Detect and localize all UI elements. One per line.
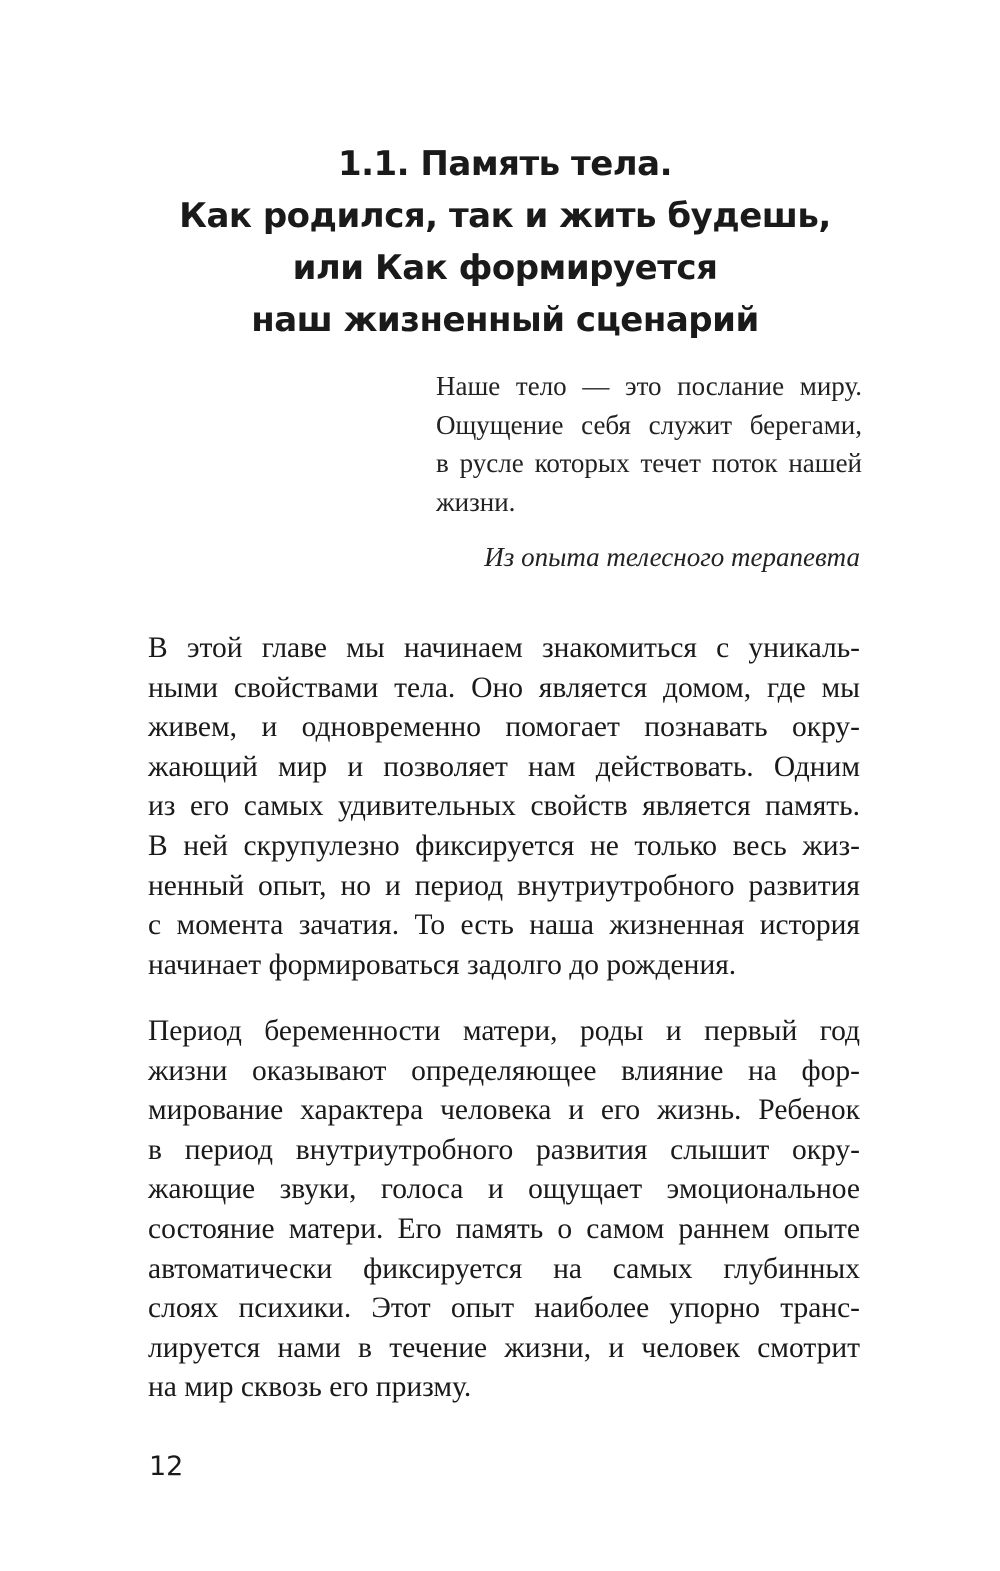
paragraph-line: В этой главе мы начинаем знакомиться с уникаль- [148, 632, 860, 664]
epigraph-line: Наше тело — это послание миру. [436, 371, 862, 401]
body-paragraph [148, 629, 860, 985]
paragraph-line: автоматически фиксируется на самых глубинных [148, 1252, 860, 1285]
epigraph [436, 367, 862, 521]
paragraph-line: жающий мир и позволяет нам действовать. Одним [148, 750, 860, 783]
paragraph-line: Период беременности матери, роды и первый год [148, 1015, 860, 1047]
heading-line: или Как формируется [292, 248, 718, 288]
paragraph-line: жающие звуки, голоса и ощущает эмоциональное [148, 1173, 860, 1206]
heading-line: 1.1. Память тела. [337, 144, 673, 184]
paragraph-line: ненный опыт, но и период внутриутробного развития [148, 869, 860, 902]
epigraph-line: в русле которых течет поток нашей [436, 448, 862, 478]
paragraph-line: ными свойствами тела. Оно является домом, где мы [148, 671, 860, 704]
heading-line: наш жизненный сценарий [251, 300, 759, 340]
paragraph-line: В ней скрупулезно фиксируется не только весь жиз- [148, 829, 860, 862]
page-number: 12 [149, 1451, 184, 1482]
epigraph-source: Из опыта телесного терапевта [484, 542, 860, 572]
paragraph-line: в период внутриутробного развития слышит окру- [148, 1133, 860, 1166]
paragraph-line: на мир сквозь его призму. [148, 1371, 472, 1404]
paragraph-line: из его самых удивительных свойств является память. [148, 790, 860, 823]
body-paragraph [148, 1012, 860, 1408]
paragraph-line: мирование характера человека и его жизнь. Ребенок [148, 1094, 860, 1127]
paragraph-line: состояние матери. Его память о самом раннем опыте [148, 1212, 860, 1245]
paragraph-line: жизни оказывают определяющее влияние на фор- [148, 1054, 860, 1087]
chapter-heading [150, 138, 860, 346]
heading-line: Как родился, так и жить будешь, [179, 196, 831, 236]
paragraph-line: начинает формироваться задолго до рождения. [148, 948, 737, 981]
paragraph-line: с момента зачатия. То есть наша жизненная история [148, 909, 860, 942]
paragraph-line: лируется нами в течение жизни, и человек смотрит [148, 1331, 860, 1364]
epigraph-line: жизни. [436, 486, 516, 517]
epigraph-line: Ощущение себя служит берегами, [436, 409, 862, 440]
paragraph-line: слоях психики. Этот опыт наиболее упорно транс- [148, 1292, 860, 1325]
paragraph-line: живем, и одновременно помогает познавать окру- [148, 711, 860, 744]
